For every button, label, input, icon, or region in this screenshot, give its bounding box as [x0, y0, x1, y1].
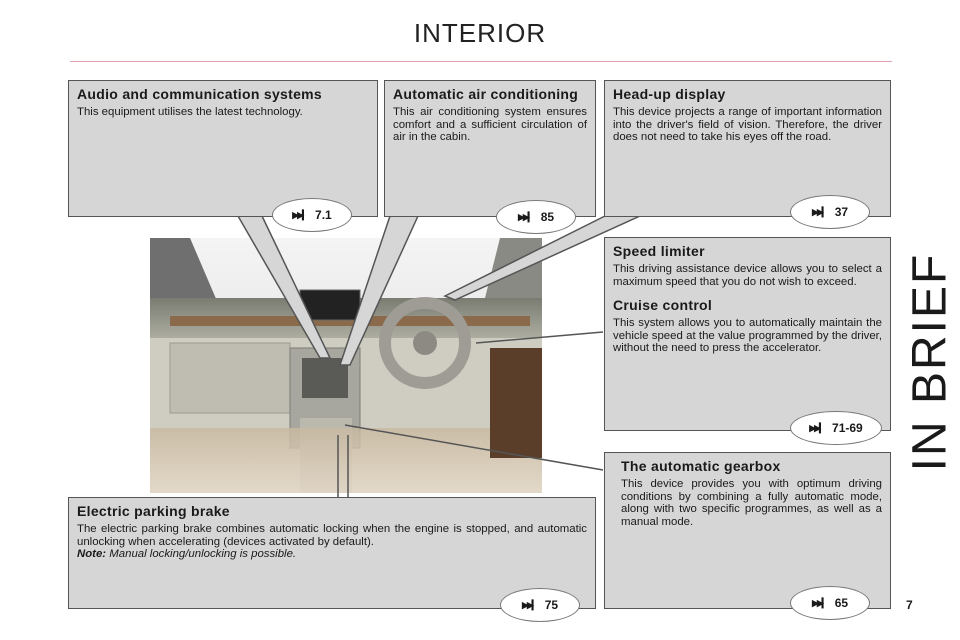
aircon-ref-label: 85 — [540, 210, 555, 224]
speed-cruise-ref[interactable] — [790, 411, 882, 445]
gearbox-ref[interactable] — [790, 586, 870, 620]
audio-text: This equipment utilises the latest technology. — [77, 106, 303, 118]
aircon-text: This air conditioning system ensures comfort and a sufficient circulation of air in the cabin. — [393, 106, 587, 143]
hud-title: Head-up display — [613, 86, 726, 102]
audio-ref[interactable] — [272, 198, 352, 232]
page-number: 7 — [906, 598, 913, 612]
audio-ref-label: 7.1 — [315, 208, 332, 222]
gearbox-text: This device provides you with optimum driving conditions by combining a fully automatic mode, along with two specific programmes, as well as a manual mode. — [621, 478, 882, 528]
hud-ref-label: 37 — [834, 205, 849, 219]
fast-forward-icon: ▶▶▎ — [292, 209, 308, 220]
parking-text: The electric parking brake combines automatic locking when the engine is stopped, and automatic unlocking when accelerating (devices activated by default). — [77, 523, 587, 548]
audio-title: Audio and communication systems — [77, 86, 323, 102]
fast-forward-icon: ▶▶▎ — [809, 422, 825, 433]
aircon-title: Automatic air conditioning — [393, 86, 579, 102]
speed-title: Speed limiter — [613, 243, 705, 259]
fast-forward-icon: ▶▶▎ — [811, 597, 827, 608]
hud-ref[interactable] — [790, 195, 870, 229]
gearbox-ref-label: 65 — [834, 596, 849, 610]
fast-forward-icon: ▶▶▎ — [521, 599, 537, 610]
parking-ref-label: 75 — [544, 598, 559, 612]
gearbox-title: The automatic gearbox — [621, 458, 781, 474]
speed-ref-label: 71-69 — [832, 421, 863, 435]
parking-note-text: Manual locking/unlocking is possible. — [109, 548, 297, 560]
fast-forward-icon: ▶▶▎ — [517, 211, 533, 222]
fast-forward-icon: ▶▶▎ — [811, 206, 827, 217]
cruise-text: This system allows you to automatically maintain the vehicle speed at the value programmed by the driver, without the need to press the accelerator. — [613, 317, 882, 354]
hud-text: This device projects a range of important information into the driver's field of vision. Therefore, the driver does not need to take his eyes off the road. — [613, 106, 882, 143]
aircon-ref[interactable] — [496, 200, 576, 234]
parking-note-label: Note: — [77, 548, 107, 560]
cruise-title: Cruise control — [613, 297, 713, 313]
gearbox-box — [604, 452, 891, 609]
parking-ref[interactable] — [500, 588, 580, 622]
speed-cruise-box — [604, 237, 891, 431]
parking-title: Electric parking brake — [77, 503, 230, 519]
aircon-box — [384, 80, 596, 217]
audio-box — [68, 80, 378, 217]
speed-text: This driving assistance device allows you to select a maximum speed that you do not wish to exceed. — [613, 263, 882, 288]
side-label-text: IN BRIEF — [903, 252, 957, 472]
page-title: INTERIOR — [413, 18, 547, 48]
